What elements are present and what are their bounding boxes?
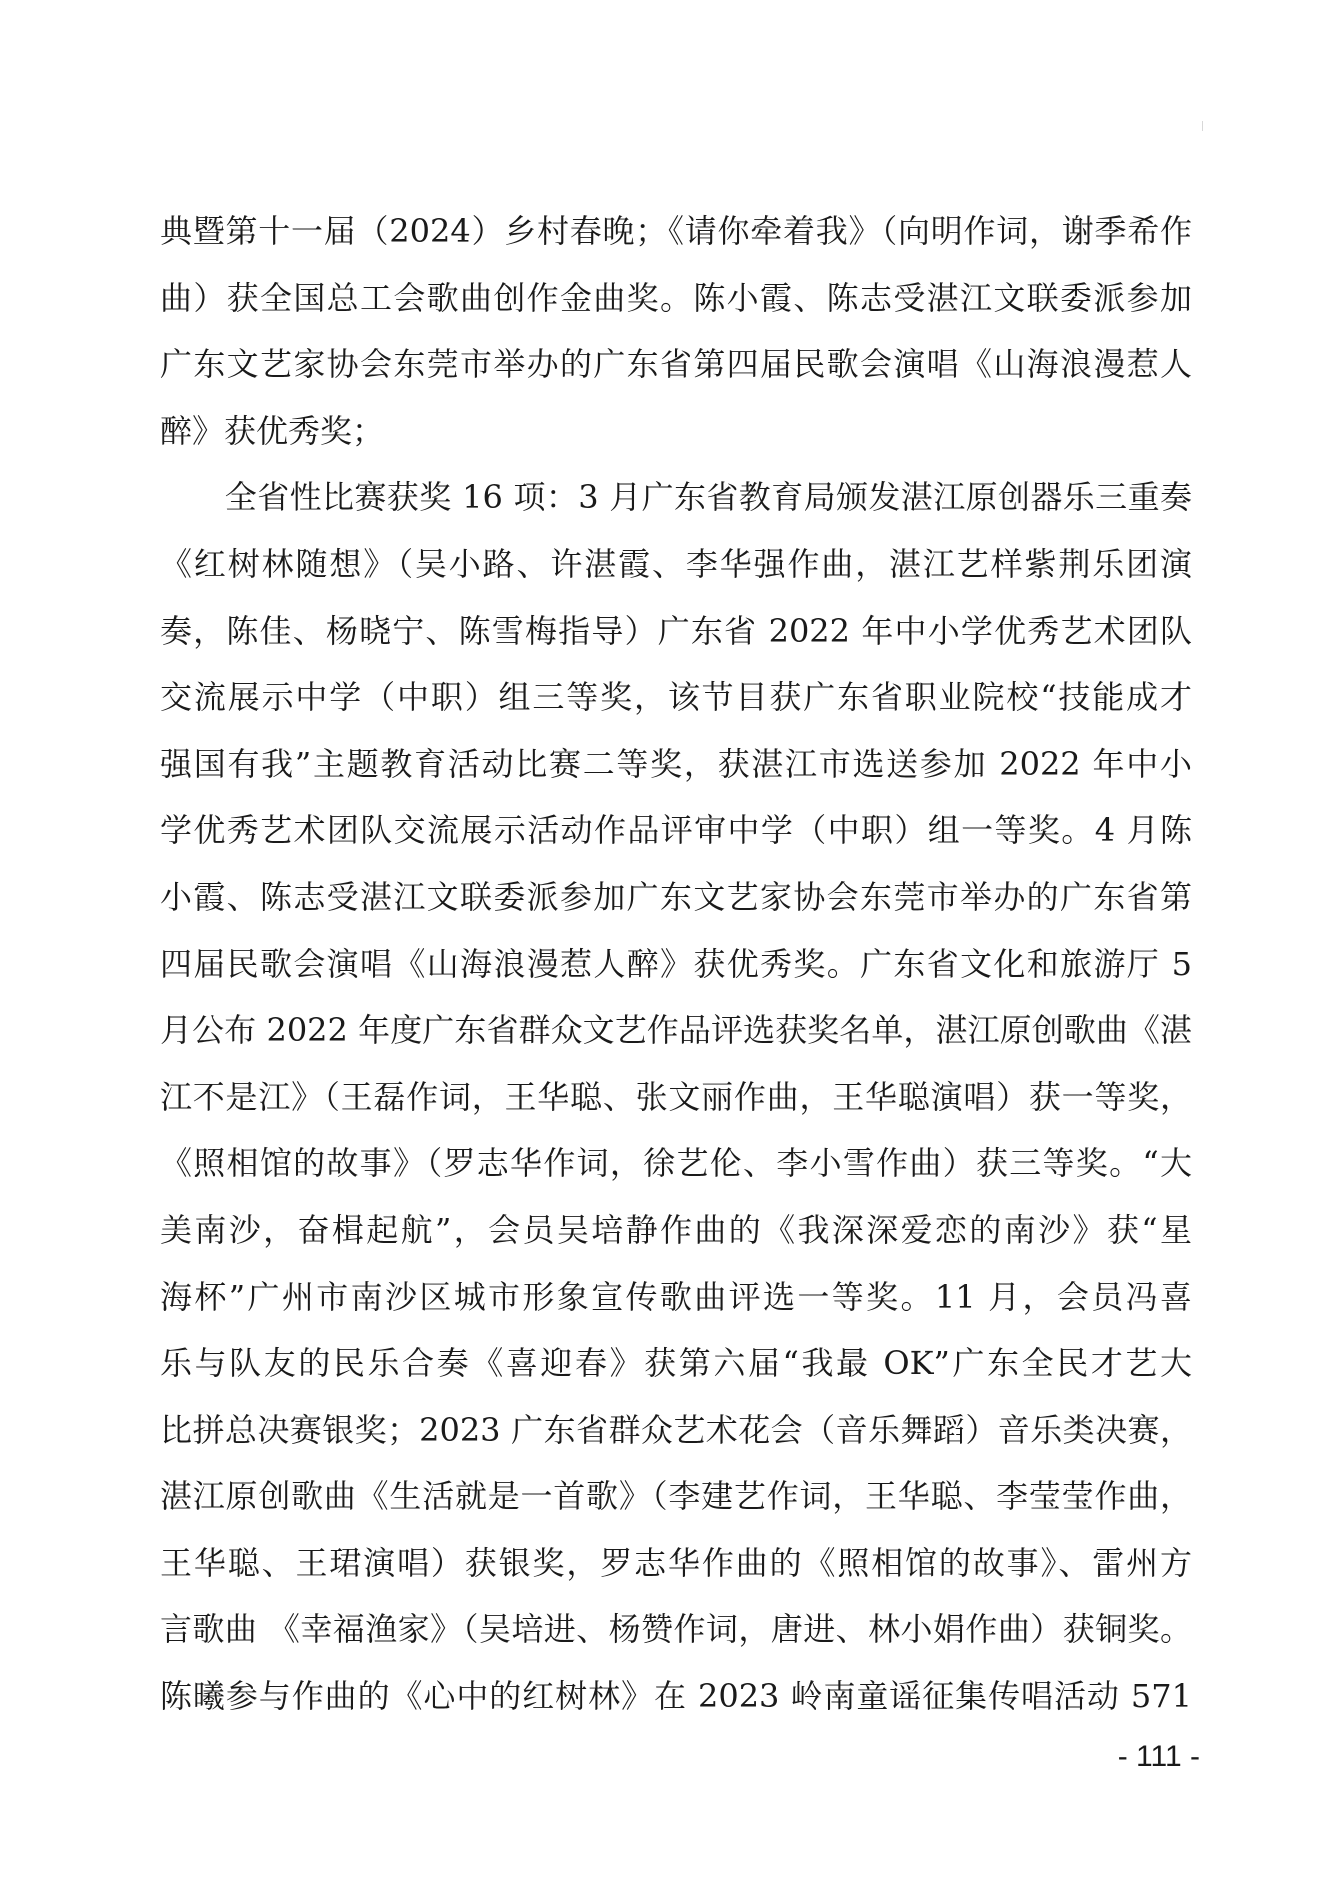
text-line: 《照相馆的故事》（罗志华作词，徐艺伦、李小雪作曲）获三等奖。“大 xyxy=(160,1144,1192,1183)
scan-mark xyxy=(1202,121,1203,131)
text-line: 王华聪、王珺演唱）获银奖，罗志华作曲的《照相馆的故事》、雷州方 xyxy=(160,1543,1192,1582)
text-line: 比拼总决赛银奖；2023 广东省群众艺术花会（音乐舞蹈）音乐类决赛， xyxy=(160,1410,1192,1449)
text-line: 交流展示中学（中职）组三等奖，该节目获广东省职业院校“技能成才 xyxy=(160,678,1192,717)
text-line: 湛江原创歌曲《生活就是一首歌》（李建艺作词，王华聪、李莹莹作曲， xyxy=(160,1477,1192,1516)
text-line: 小霞、陈志受湛江文联委派参加广东文艺家协会东莞市举办的广东省第 xyxy=(160,877,1192,916)
text-line: 美南沙，奋楫起航”，会员吴培静作曲的《我深深爱恋的南沙》获“星 xyxy=(160,1210,1192,1249)
text-line: 言歌曲 《幸福渔家》（吴培进、杨赞作词，唐进、林小娟作曲）获铜奖。 xyxy=(160,1610,1192,1649)
text-line: 乐与队友的民乐合奏《喜迎春》获第六届“我最 OK”广东全民才艺大 xyxy=(160,1344,1192,1383)
text-line: 醉》获优秀奖； xyxy=(160,411,385,450)
text-line: 曲）获全国总工会歌曲创作金曲奖。陈小霞、陈志受湛江文联委派参加 xyxy=(160,278,1192,317)
text-line: 陈曦参与作曲的《心中的红树林》在 2023 岭南童谣征集传唱活动 571 xyxy=(160,1677,1192,1716)
text-line: 海杯”广州市南沙区城市形象宣传歌曲评选一等奖。11 月，会员冯喜 xyxy=(160,1277,1192,1316)
paragraph-first-line: 全省性比赛获奖 16 项：3 月广东省教育局颁发湛江原创器乐三重奏 xyxy=(160,478,1192,517)
text-line: 奏，陈佳、杨晓宁、陈雪梅指导）广东省 2022 年中小学优秀艺术团队 xyxy=(160,611,1192,650)
text-line: 典暨第十一届（2024）乡村春晚；《请你牵着我》（向明作词，谢季希作 xyxy=(160,212,1192,250)
text-line: 学优秀艺术团队交流展示活动作品评审中学（中职）组一等奖。4 月陈 xyxy=(160,811,1192,850)
text-line: 月公布 2022 年度广东省群众文艺作品评选获奖名单，湛江原创歌曲《湛 xyxy=(160,1011,1192,1050)
text-line: 江不是江》（王磊作词，王华聪、张文丽作曲，王华聪演唱）获一等奖， xyxy=(160,1077,1192,1116)
text-line: 广东文艺家协会东莞市举办的广东省第四届民歌会演唱《山海浪漫惹人 xyxy=(160,345,1192,384)
text-line: 四届民歌会演唱《山海浪漫惹人醉》获优秀奖。广东省文化和旅游厅 5 xyxy=(160,944,1192,983)
body-text xyxy=(160,198,1192,1730)
text-line: 强国有我”主题教育活动比赛二等奖，获湛江市选送参加 2022 年中小 xyxy=(160,744,1192,783)
text-line: 《红树林随想》（吴小路、许湛霞、李华强作曲，湛江艺样紫荆乐团演 xyxy=(160,544,1192,583)
page-number: - 111 - xyxy=(1117,1740,1200,1773)
